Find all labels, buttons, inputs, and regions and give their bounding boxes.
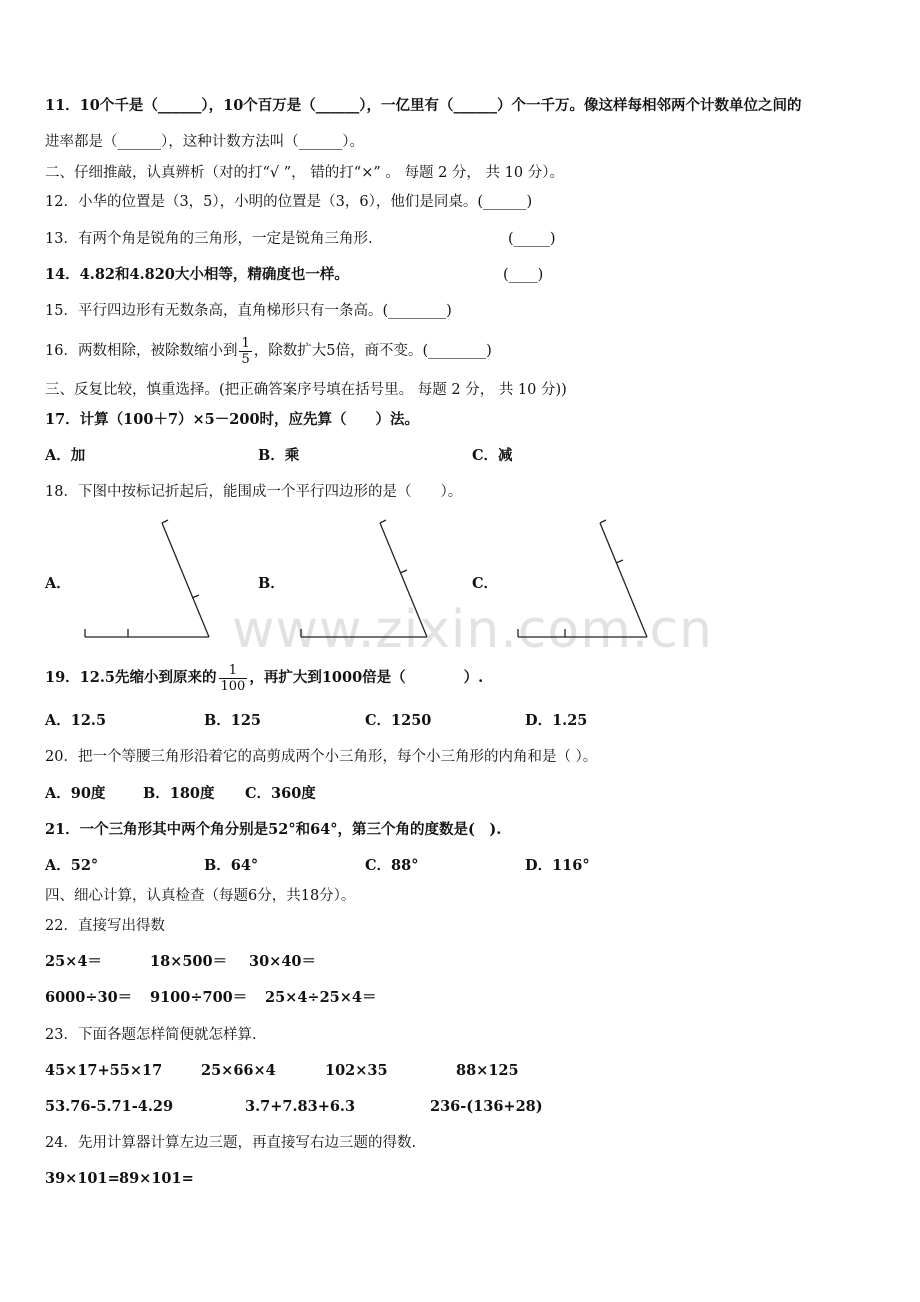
question-17: 17．计算（100＋7）×5－200时，应先算（ ）法。 — [45, 411, 420, 428]
question-13: 13．有两个角是锐角的三角形，一定是锐角三角形. — [45, 231, 373, 247]
q20-option-a[interactable]: A．90度 — [45, 785, 106, 802]
fraction-numerator: 1 — [241, 335, 250, 351]
question-12: 12．小华的位置是（3，5），小明的位置是（3，6），他们是同桌。(______) — [45, 194, 533, 210]
question-16 — [45, 331, 492, 371]
q24-item: 89×101= — [119, 1170, 194, 1187]
q18-label-b[interactable]: B． — [258, 575, 285, 592]
q23-item: 3.7+7.83+6.3 — [245, 1098, 356, 1115]
q21-option-c[interactable]: C．88° — [365, 857, 419, 874]
q20-option-b[interactable]: B．180度 — [143, 785, 215, 802]
q23-item: 45×17+55×17 — [45, 1062, 163, 1079]
q24-item: 39×101= — [45, 1170, 120, 1187]
q23-item: 88×125 — [456, 1062, 519, 1079]
q23-item: 236-(136+28) — [430, 1098, 543, 1115]
question-16-post: ，除数扩大5倍，商不变。(________) — [253, 343, 492, 359]
watermark: www.zixin.com.cn — [232, 600, 713, 660]
fraction-denominator: 100 — [220, 678, 246, 694]
question-20: 20．把一个等腰三角形沿着它的高剪成两个小三角形，每个小三角形的内角和是（ ）。 — [45, 749, 598, 765]
q21-option-d[interactable]: D．116° — [525, 857, 590, 874]
q21-option-b[interactable]: B．64° — [204, 857, 259, 874]
section-3-heading: 三、反复比较，慎重选择。(把正确答案序号填在括号里。 每题 2 分， 共 10 分)) — [45, 382, 567, 398]
question-15: 15．平行四边形有无数条高，直角梯形只有一条高。(________) — [45, 303, 452, 319]
q19-option-b[interactable]: B．125 — [204, 712, 262, 729]
figure-c — [513, 515, 653, 645]
question-18: 18．下图中按标记折起后，能围成一个平行四边形的是（ ）。 — [45, 484, 463, 500]
q21-option-a[interactable]: A．52° — [45, 857, 99, 874]
figure-a-slant-line — [162, 523, 209, 637]
q22-item: 25×4＝ — [45, 953, 102, 970]
q18-label-c[interactable]: C． — [472, 575, 499, 592]
question-19-post: ，再扩大到1000倍是（ ）. — [249, 669, 484, 686]
question-11-line-2: 进率都是（______），这种计数方法叫（______）。 — [45, 134, 364, 150]
figure-b-slant-end-tick — [380, 520, 386, 523]
question-19 — [45, 658, 483, 698]
figure-a-slant-mark — [192, 595, 199, 598]
question-21: 21．一个三角形其中两个角分别是52°和64°，第三个角的度数是( ). — [45, 821, 502, 838]
q19-option-a[interactable]: A．12.5 — [45, 712, 107, 729]
figure-b-slant-mark — [400, 570, 407, 573]
question-23: 23．下面各题怎样简便就怎样算. — [45, 1027, 257, 1043]
q22-item: 9100÷700＝ — [150, 989, 248, 1006]
question-14-blank[interactable]: (____) — [503, 267, 544, 283]
question-16-pre: 16．两数相除，被除数缩小到 — [45, 343, 238, 359]
figure-c-slant-end-tick — [600, 520, 606, 523]
section-4-heading: 四、细心计算，认真检查（每题6分，共18分）。 — [45, 888, 356, 904]
q20-option-c[interactable]: C．360度 — [245, 785, 316, 802]
question-11-line-1: 11．10个千是（______），10个百万是（______），一亿里有（______）个一千万。像这样每相邻两个计数单位之间的 — [45, 97, 802, 114]
question-14: 14．4.82和4.820大小相等，精确度也一样。 — [45, 266, 349, 283]
question-24: 24．先用计算器计算左边三题，再直接写右边三题的得数. — [45, 1135, 417, 1151]
figure-b-slant-line — [380, 523, 427, 637]
q23-item: 25×66×4 — [201, 1062, 276, 1079]
figure-b — [298, 515, 438, 645]
question-13-blank[interactable]: (_____) — [508, 231, 556, 247]
q17-option-c[interactable]: C．减 — [472, 447, 513, 464]
q22-item: 30×40＝ — [249, 953, 317, 970]
figure-c-slant-mark — [616, 560, 623, 563]
fraction-denominator: 5 — [241, 351, 250, 367]
q23-item: 53.76-5.71-4.29 — [45, 1098, 174, 1115]
q22-item: 18×500＝ — [150, 953, 228, 970]
q19-option-d[interactable]: D．1.25 — [525, 712, 588, 729]
fraction-numerator: 1 — [219, 663, 248, 679]
figure-a-slant-end-tick — [162, 520, 168, 523]
fraction — [219, 663, 248, 694]
question-22: 22．直接写出得数 — [45, 918, 165, 934]
q18-label-a[interactable]: A． — [45, 575, 71, 592]
q17-option-a[interactable]: A．加 — [45, 447, 86, 464]
q23-item: 102×35 — [325, 1062, 388, 1079]
q22-item: 6000÷30＝ — [45, 989, 133, 1006]
figure-c-slant-line — [600, 523, 647, 637]
fraction — [239, 336, 251, 367]
q17-option-b[interactable]: B．乘 — [258, 447, 300, 464]
q22-item: 25×4÷25×4＝ — [265, 989, 377, 1006]
q19-option-c[interactable]: C．1250 — [365, 712, 432, 729]
question-19-pre: 19．12.5先缩小到原来的 — [45, 669, 217, 686]
figure-a — [80, 515, 220, 645]
section-2-heading: 二、仔细推敲，认真辨析（对的打“√ ”， 错的打“×” 。 每题 2 分， 共 10 分）。 — [45, 165, 564, 181]
